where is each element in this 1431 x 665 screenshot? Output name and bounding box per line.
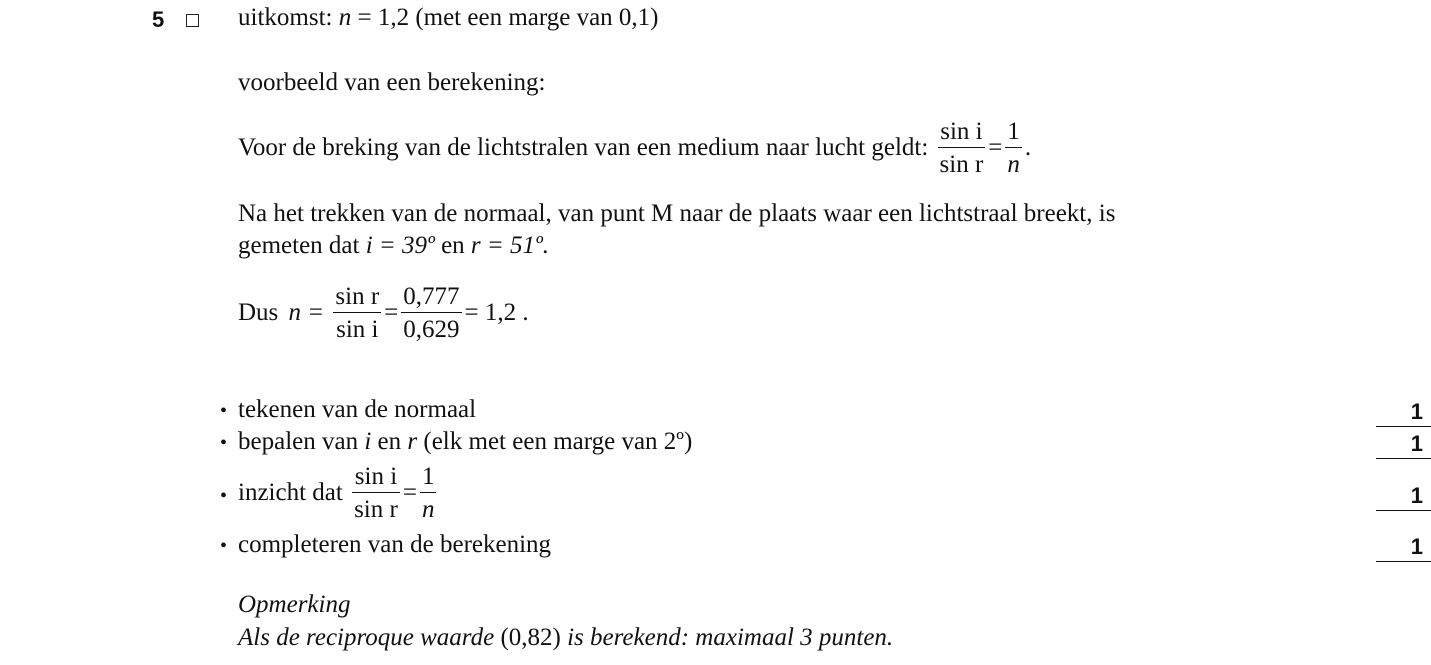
remark-text-post: is berekend: maximaal 3 punten. xyxy=(567,624,894,651)
question-number: 5 xyxy=(152,7,165,32)
fraction-one-over-n xyxy=(420,462,437,527)
scoring-item-4: completeren van de berekening xyxy=(238,531,552,558)
fraction-numerator: 1 xyxy=(1005,117,1022,148)
normal-line-2 xyxy=(238,232,549,260)
remark-text xyxy=(238,624,893,652)
bullet: • xyxy=(220,485,228,507)
dus-formula: Dus n = $\frac{\text{sin r}}{\text{sin i}}$ = $\frac{0,777}{0,629}$ = 1,2 . xyxy=(238,282,529,347)
measured-label: gemeten dat xyxy=(238,232,360,259)
breaking-law: Voor de breking van de lichtstralen van een medium naar lucht geldt: $\frac{\text{sin i}}{\text{sin r}}$ = $\frac{1}{n}$ . xyxy=(238,117,1031,182)
scoring-text: (elk met een marge van 2º) xyxy=(423,428,693,455)
example-intro: voorbeeld van een berekening: xyxy=(238,69,546,96)
i-value: i = 39º xyxy=(365,232,435,259)
fraction-denominator: sin i xyxy=(336,316,379,343)
checkbox[interactable] xyxy=(186,14,199,27)
normal-line-1: Na het trekken van de normaal, van punt M naar de plaats waar een lichtstraal breekt, is xyxy=(238,200,1116,227)
fraction-denominator: n xyxy=(421,496,435,523)
connector: en xyxy=(377,428,402,455)
fraction-denominator: n xyxy=(1007,151,1020,178)
points-2: 1 xyxy=(1376,430,1431,459)
fraction-numerator: 0,777 xyxy=(401,282,461,313)
remark-text-pre: Als de reciproque waarde xyxy=(238,624,495,651)
var-r: r xyxy=(407,428,418,455)
result-label: uitkomst: xyxy=(238,4,333,31)
scoring-item-2 xyxy=(238,428,692,456)
remark-title: Opmerking xyxy=(238,591,351,618)
points-3: 1 xyxy=(1376,482,1431,511)
scoring-item-3: inzicht dat $\frac{\text{sin i}}{\text{sin r}}$ = $\frac{1}{n}$ xyxy=(238,462,439,527)
remark-value: (0,82) xyxy=(500,624,561,651)
points-1: 1 xyxy=(1376,398,1431,427)
result-eq: = 1,2 (met een marge van 0,1) xyxy=(357,4,659,31)
r-value: r = 51º. xyxy=(470,232,550,259)
fraction-sin-i-sin-r xyxy=(938,117,986,182)
result-var: n xyxy=(338,4,352,31)
fraction-denominator: 0,629 xyxy=(403,316,460,343)
fraction-numerator: sin i xyxy=(938,117,986,148)
points-4: 1 xyxy=(1376,533,1431,562)
scoring-item-1: tekenen van de normaal xyxy=(238,396,477,423)
fraction-values xyxy=(401,282,461,347)
fraction-numerator: 1 xyxy=(420,462,437,493)
fraction-numerator: sin i xyxy=(352,462,400,493)
n-equals: n = xyxy=(288,299,325,327)
var-i: i xyxy=(364,428,372,455)
fraction-numerator: sin r xyxy=(333,282,381,313)
connector: en xyxy=(441,232,465,259)
breaking-text: Voor de breking van de lichtstralen van een medium naar lucht geldt: xyxy=(238,134,929,162)
bullet: • xyxy=(220,400,228,422)
dus-label: Dus xyxy=(238,299,279,327)
fraction-sin-r-sin-i xyxy=(333,282,381,347)
fraction-denominator: sin r xyxy=(354,496,398,523)
fraction-one-over-n xyxy=(1005,117,1022,182)
fraction-denominator: sin r xyxy=(939,151,984,178)
result-line xyxy=(238,4,659,32)
result-value: = 1,2 xyxy=(464,299,517,327)
fraction-sin-i-sin-r xyxy=(352,462,400,527)
scoring-text: inzicht dat xyxy=(238,479,343,507)
bullet: • xyxy=(220,535,228,557)
scoring-text: bepalen van xyxy=(238,428,359,455)
bullet: • xyxy=(220,432,228,454)
